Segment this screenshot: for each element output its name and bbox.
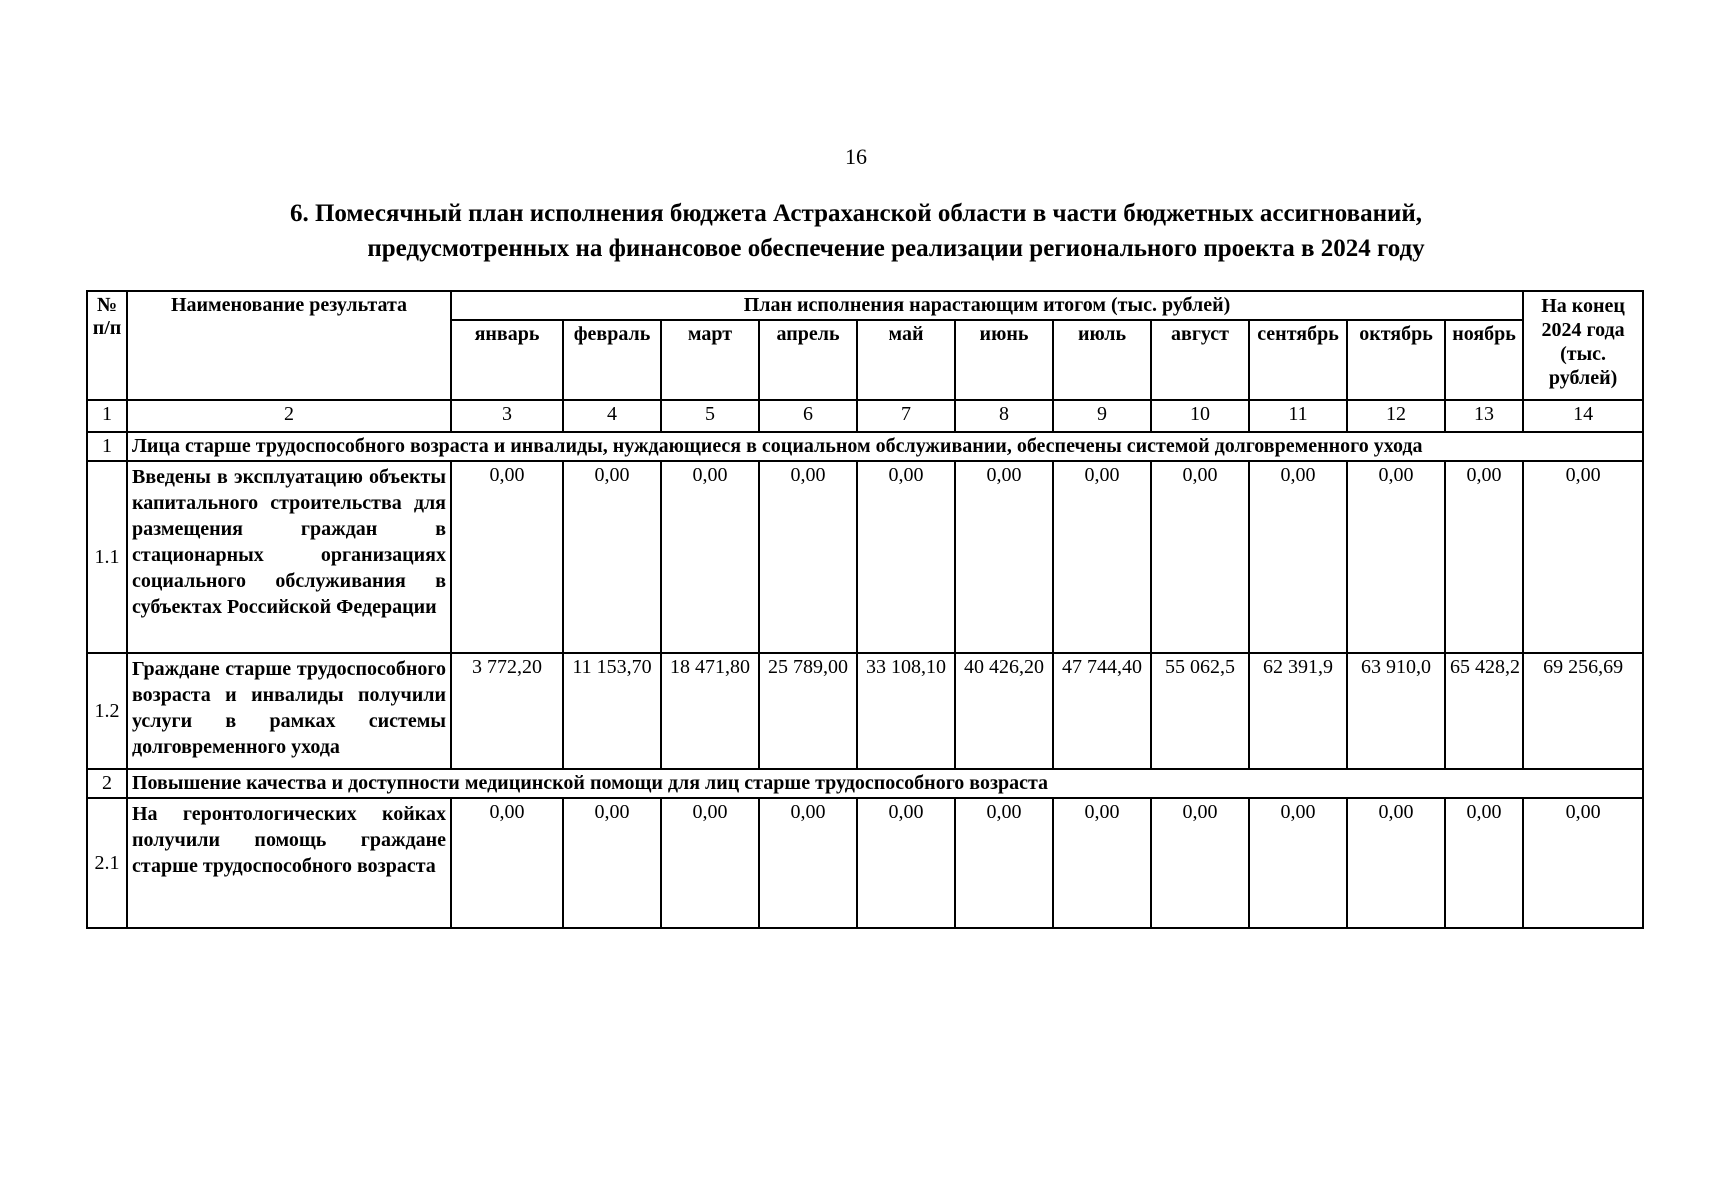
table-body <box>87 291 1643 928</box>
value-cell: 0,00 <box>1445 461 1523 653</box>
header-month-jan: январь <box>451 320 563 400</box>
value-cell: 47 744,40 <box>1053 653 1151 769</box>
value-cell: 0,00 <box>857 798 955 928</box>
value-cell: 0,00 <box>451 798 563 928</box>
value-cell: 40 426,20 <box>955 653 1053 769</box>
section-title: Лица старше трудоспособного возраста и инвалиды, нуждающиеся в социальном обслуживании, обеспечены системой долговременного ухода <box>127 432 1643 461</box>
value-cell: 0,00 <box>1347 461 1445 653</box>
title-line-1: 6. Помесячный план исполнения бюджета Астраханской области в части бюджетных ассигнований, <box>289 200 1423 227</box>
header-month-sep: сентябрь <box>1249 320 1347 400</box>
value-cell: 0,00 <box>1053 798 1151 928</box>
column-number: 8 <box>955 400 1053 432</box>
column-number: 10 <box>1151 400 1249 432</box>
value-cell: 0,00 <box>661 461 759 653</box>
value-cell: 0,00 <box>1053 461 1151 653</box>
header-month-jun: июнь <box>955 320 1053 400</box>
column-number: 2 <box>127 400 451 432</box>
page-number: 16 <box>845 144 867 169</box>
value-cell: 18 471,80 <box>661 653 759 769</box>
column-number: 12 <box>1347 400 1445 432</box>
column-number: 9 <box>1053 400 1151 432</box>
title-line-2: предусмотренных на финансовое обеспечение реализации регионального проекта в 2024 году <box>367 235 1425 262</box>
column-number: 4 <box>563 400 661 432</box>
result-name: На геронтологических койках получили помощь граждане старше трудоспособного возраста <box>127 798 451 928</box>
value-cell: 0,00 <box>1151 798 1249 928</box>
value-cell: 0,00 <box>563 798 661 928</box>
value-cell: 33 108,10 <box>857 653 955 769</box>
column-numbers-row <box>87 400 1643 432</box>
value-cell: 0,00 <box>857 461 955 653</box>
value-cell: 3 772,20 <box>451 653 563 769</box>
value-cell: 0,00 <box>955 798 1053 928</box>
value-cell: 0,00 <box>563 461 661 653</box>
header-total: На конец 2024 года (тыс. рублей) <box>1523 291 1643 400</box>
value-cell: 62 391,9 <box>1249 653 1347 769</box>
header-month-nov: ноябрь <box>1445 320 1523 400</box>
value-cell: 0,00 <box>1523 798 1643 928</box>
value-cell: 65 428,2 <box>1445 653 1523 769</box>
value-cell: 0,00 <box>661 798 759 928</box>
value-cell: 25 789,00 <box>759 653 857 769</box>
result-name: Введены в эксплуатацию объекты капитального строительства для размещения граждан в стационарных организациях социального обслуживания в субъектах Российской Федерации <box>127 461 451 653</box>
value-cell: 0,00 <box>1249 798 1347 928</box>
result-row <box>87 461 1643 653</box>
column-number: 14 <box>1523 400 1643 432</box>
column-number: 6 <box>759 400 857 432</box>
value-cell: 0,00 <box>1249 461 1347 653</box>
header-plan: План исполнения нарастающим итогом (тыс. рублей) <box>451 291 1523 320</box>
value-cell: 11 153,70 <box>563 653 661 769</box>
section-row <box>87 432 1643 461</box>
value-cell: 0,00 <box>451 461 563 653</box>
header-num: № п/п <box>87 291 127 400</box>
section-number: 1 <box>87 432 127 461</box>
section-row <box>87 769 1643 798</box>
section-title: Повышение качества и доступности медицинской помощи для лиц старше трудоспособного возраста <box>127 769 1643 798</box>
result-name: Граждане старше трудоспособного возраста и инвалиды получили услуги в рамках системы долговременного ухода <box>127 653 451 769</box>
header-month-apr: апрель <box>759 320 857 400</box>
result-row <box>87 653 1643 769</box>
value-cell: 0,00 <box>759 461 857 653</box>
result-number: 1.2 <box>87 653 127 769</box>
value-cell: 0,00 <box>955 461 1053 653</box>
column-number: 1 <box>87 400 127 432</box>
section-number: 2 <box>87 769 127 798</box>
column-number: 11 <box>1249 400 1347 432</box>
value-cell: 0,00 <box>759 798 857 928</box>
column-number: 5 <box>661 400 759 432</box>
header-month-mar: март <box>661 320 759 400</box>
value-cell: 63 910,0 <box>1347 653 1445 769</box>
header-month-oct: октябрь <box>1347 320 1445 400</box>
header-name: Наименование результата <box>127 291 451 400</box>
value-cell: 55 062,5 <box>1151 653 1249 769</box>
value-cell: 0,00 <box>1347 798 1445 928</box>
header-month-feb: февраль <box>563 320 661 400</box>
column-number: 3 <box>451 400 563 432</box>
column-number: 7 <box>857 400 955 432</box>
value-cell: 0,00 <box>1151 461 1249 653</box>
header-month-may: май <box>857 320 955 400</box>
header-row-1 <box>87 291 1643 320</box>
header-month-aug: август <box>1151 320 1249 400</box>
result-number: 2.1 <box>87 798 127 928</box>
header-month-jul: июль <box>1053 320 1151 400</box>
value-cell: 0,00 <box>1445 798 1523 928</box>
document-title <box>0 196 1712 266</box>
result-number: 1.1 <box>87 461 127 653</box>
value-cell: 69 256,69 <box>1523 653 1643 769</box>
column-number: 13 <box>1445 400 1523 432</box>
result-row <box>87 798 1643 928</box>
budget-plan-table <box>86 290 1644 929</box>
value-cell: 0,00 <box>1523 461 1643 653</box>
